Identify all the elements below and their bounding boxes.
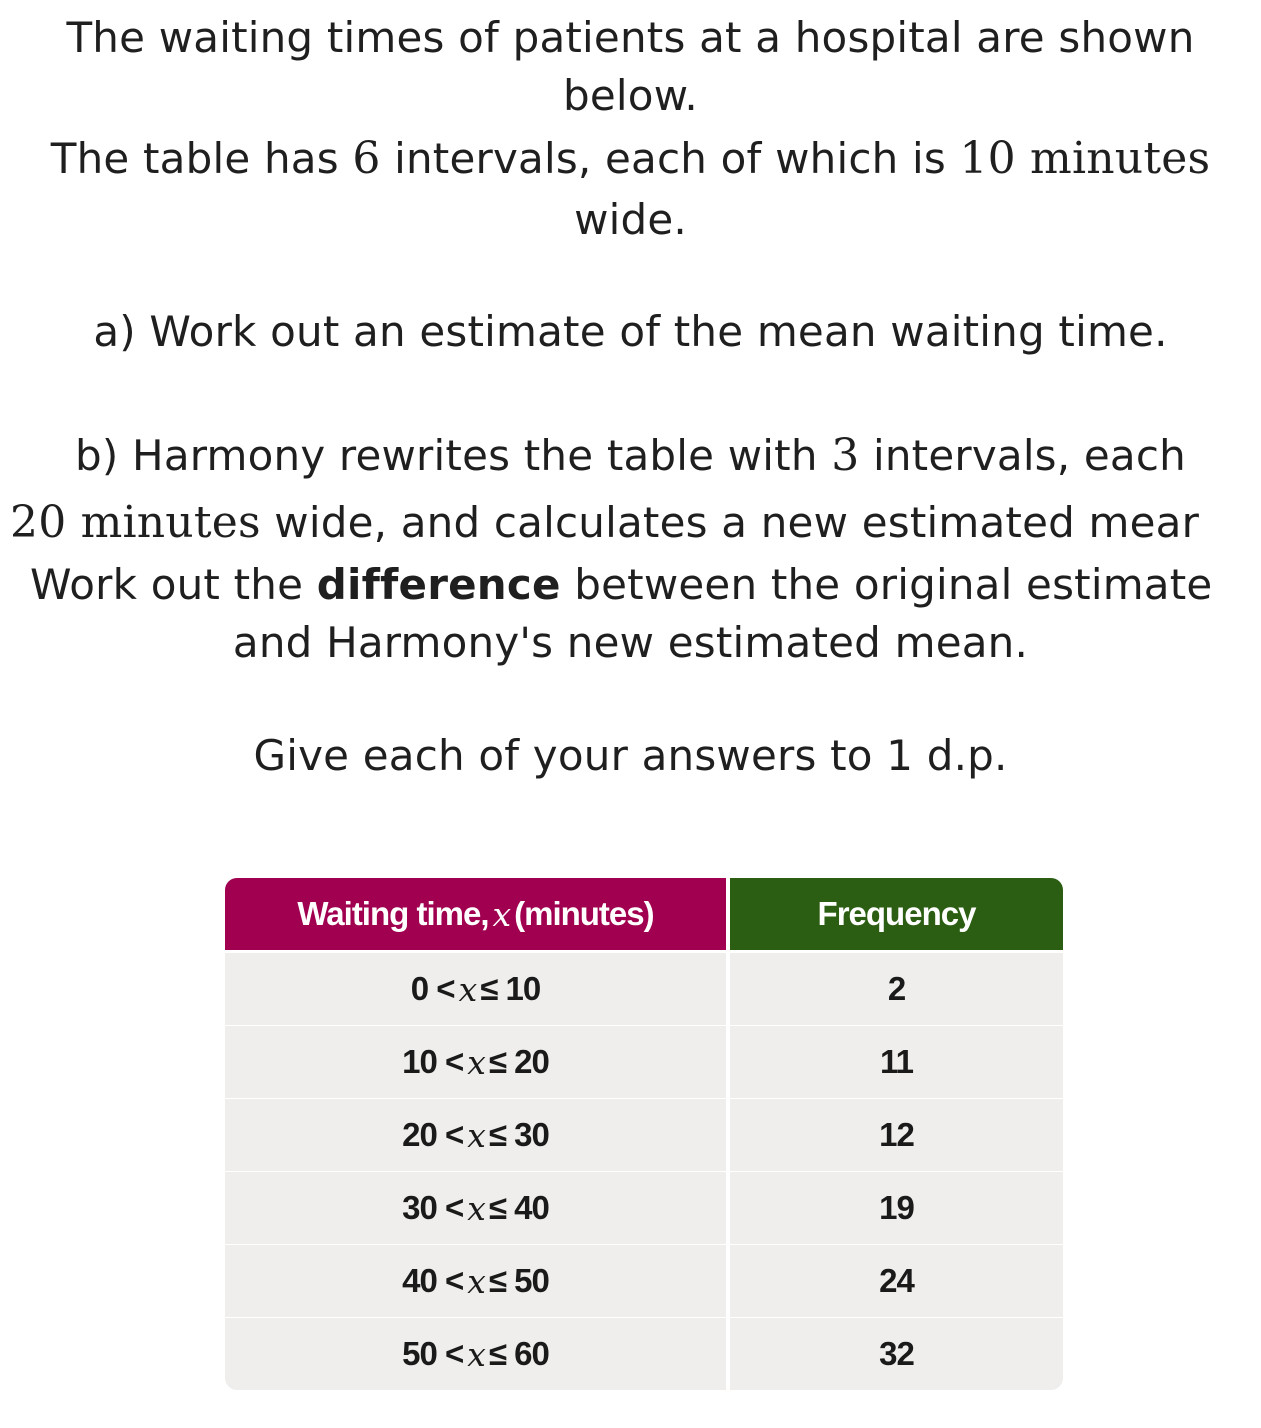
table-row [225, 1318, 1063, 1390]
interval-low: 30 < [402, 1189, 464, 1226]
header-waiting-time [225, 878, 726, 950]
frequency-cell: 11 [730, 1026, 1063, 1098]
interval-high: ≤ 50 [488, 1262, 549, 1299]
question-line-3 [0, 133, 1261, 185]
interval-low: 20 < [402, 1116, 464, 1153]
frequency-cell: 12 [730, 1099, 1063, 1171]
header-text: (minutes) [514, 895, 654, 932]
text-fragment: Work out the [30, 560, 317, 609]
emphasis-text: difference [316, 560, 561, 609]
interval-low: 0 < [410, 970, 455, 1007]
header-variable: x [492, 894, 511, 934]
interval-cell [225, 1172, 726, 1244]
math-quantity: 20 minutes [10, 497, 261, 548]
rounding-instruction: Give each of your answers to 1 d.p. [253, 731, 1008, 780]
table-row [225, 953, 1063, 1025]
interval-variable: x [467, 1334, 485, 1374]
frequency-table [225, 878, 1063, 1390]
table-row [225, 1172, 1063, 1244]
interval-cell [225, 1026, 726, 1098]
math-number: 6 [352, 133, 381, 184]
math-number: 3 [831, 430, 860, 481]
text-fragment: intervals, each [859, 431, 1186, 480]
text-fragment: between the original estimate [560, 560, 1213, 609]
math-quantity: 10 minutes [959, 133, 1211, 184]
text-fragment: wide, and calculates a new estimated mear [260, 498, 1200, 547]
part-b-line-3 [30, 559, 1261, 611]
frequency-cell: 32 [730, 1318, 1063, 1390]
interval-low: 40 < [402, 1262, 464, 1299]
part-b-line-2 [10, 497, 1261, 549]
interval-high: ≤ 20 [488, 1043, 549, 1080]
part-b-line-4: and Harmony's new estimated mean. [232, 618, 1029, 667]
interval-variable: x [467, 1042, 485, 1082]
table-header-row [225, 878, 1063, 950]
interval-high: ≤ 40 [488, 1189, 549, 1226]
text-fragment: intervals, each of which is [380, 134, 960, 183]
interval-low: 50 < [402, 1335, 464, 1372]
table-row [225, 1245, 1063, 1317]
text-fragment: The table has [50, 134, 353, 183]
interval-variable: x [467, 1188, 485, 1228]
question-line-1: The waiting times of patients at a hospital are shown [66, 13, 1195, 62]
frequency-cell: 2 [730, 953, 1063, 1025]
interval-variable: x [467, 1261, 485, 1301]
interval-low: 10 < [402, 1043, 464, 1080]
question-line-4: wide. [574, 195, 687, 244]
interval-high: ≤ 60 [488, 1335, 549, 1372]
interval-cell [225, 1245, 726, 1317]
frequency-cell: 24 [730, 1245, 1063, 1317]
text-fragment: b) Harmony rewrites the table with [75, 431, 832, 480]
interval-cell [225, 1099, 726, 1171]
interval-cell [225, 1318, 726, 1390]
frequency-cell: 19 [730, 1172, 1063, 1244]
part-a-question: a) Work out an estimate of the mean waiting time. [93, 307, 1168, 356]
header-frequency: Frequency [730, 878, 1063, 950]
question-line-2: below. [563, 71, 698, 120]
part-b-line-1 [0, 430, 1261, 482]
interval-high: ≤ 10 [480, 970, 541, 1007]
interval-high: ≤ 30 [488, 1116, 549, 1153]
header-text: Waiting time, [297, 895, 489, 932]
interval-variable: x [458, 969, 477, 1009]
interval-variable: x [467, 1115, 485, 1155]
table-row [225, 1099, 1063, 1171]
table-row [225, 1026, 1063, 1098]
interval-cell [225, 953, 726, 1025]
